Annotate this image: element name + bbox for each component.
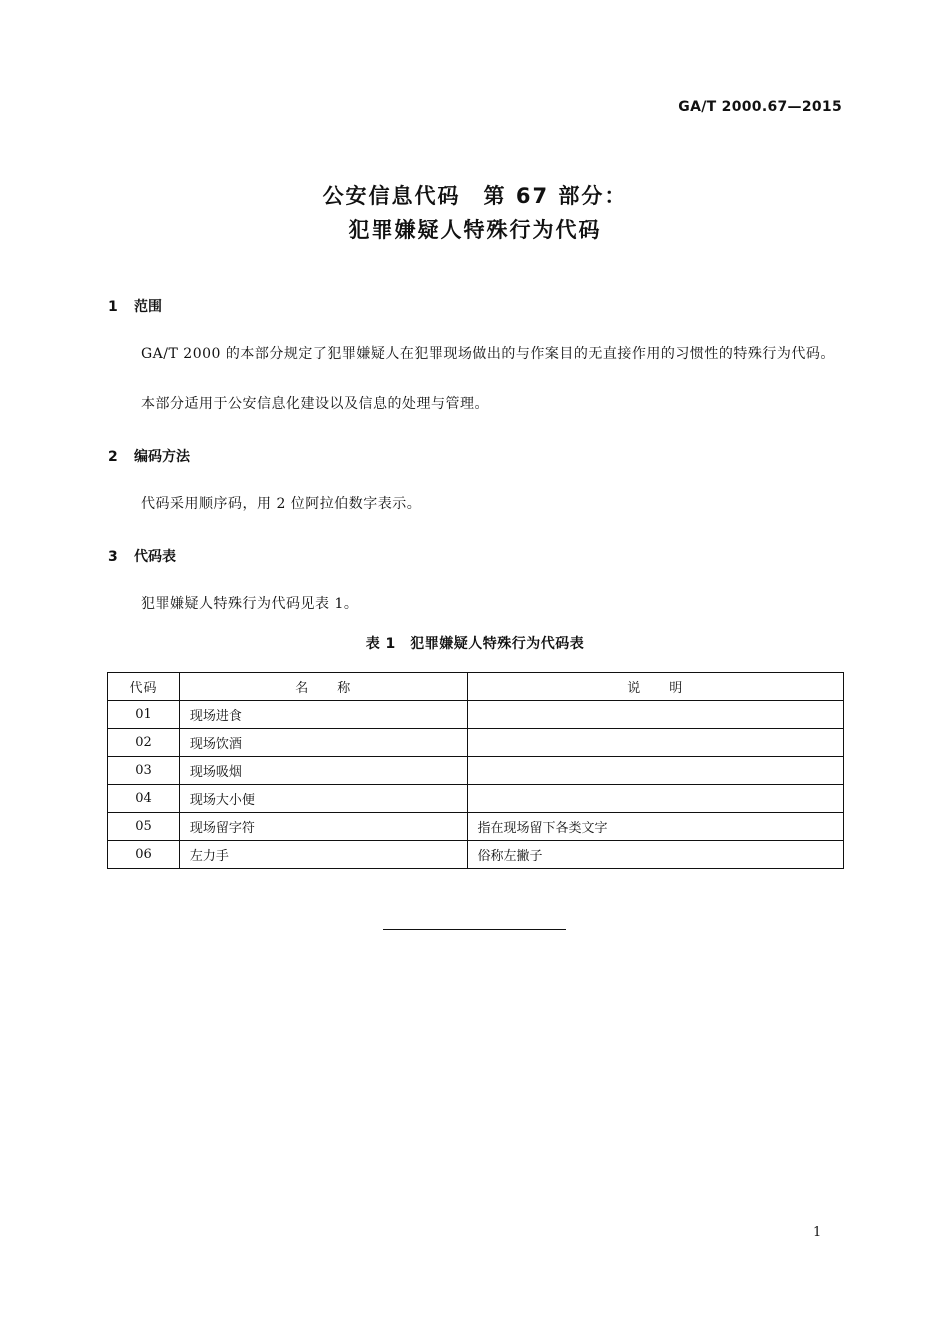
cell-name: 现场吸烟	[179, 757, 467, 785]
cell-code: 02	[108, 729, 180, 757]
section-title: 代码表	[134, 549, 176, 565]
standard-number: GA/T 2000.67—2015	[678, 99, 842, 115]
table-row	[108, 813, 844, 841]
cell-code: 03	[108, 757, 180, 785]
table-row	[108, 729, 844, 757]
cell-code: 05	[108, 813, 180, 841]
scope-paragraph-2: 本部分适用于公安信息化建设以及信息的处理与管理。	[141, 396, 489, 412]
cell-note: 指在现场留下各类文字	[467, 813, 843, 841]
table-header-row	[108, 673, 844, 701]
section-number: 1	[108, 299, 118, 315]
cell-note	[467, 785, 843, 813]
scope-paragraph-1: GA/T 2000 的本部分规定了犯罪嫌疑人在犯罪现场做出的与作案目的无直接作用的习惯性的特殊行为代码。	[141, 346, 835, 362]
section-heading-coding-method	[108, 446, 190, 466]
cell-name: 左力手	[179, 841, 467, 869]
cell-code: 01	[108, 701, 180, 729]
code-table	[107, 672, 844, 869]
coding-method-paragraph: 代码采用顺序码，用 2 位阿拉伯数字表示。	[141, 496, 422, 512]
cell-name: 现场大小便	[179, 785, 467, 813]
section-number: 2	[108, 449, 118, 465]
cell-code: 06	[108, 841, 180, 869]
cell-name: 现场饮酒	[179, 729, 467, 757]
page-number: 1	[813, 1225, 822, 1240]
column-header-note: 说 明	[467, 673, 843, 701]
end-rule	[383, 929, 566, 930]
document-title-line-1: 公安信息代码 第 67 部分：	[322, 184, 628, 208]
cell-note	[467, 757, 843, 785]
cell-name: 现场留字符	[179, 813, 467, 841]
section-heading-code-table	[108, 546, 176, 566]
cell-code: 04	[108, 785, 180, 813]
cell-note: 俗称左撇子	[467, 841, 843, 869]
column-header-code: 代码	[108, 673, 180, 701]
table-caption: 表 1 犯罪嫌疑人特殊行为代码表	[365, 636, 585, 652]
cell-note	[467, 729, 843, 757]
table-row	[108, 841, 844, 869]
table-row	[108, 757, 844, 785]
section-title: 编码方法	[134, 449, 190, 465]
table-row	[108, 701, 844, 729]
section-title: 范围	[134, 299, 162, 315]
cell-note	[467, 701, 843, 729]
document-title-line-2: 犯罪嫌疑人特殊行为代码	[348, 218, 602, 242]
cell-name: 现场进食	[179, 701, 467, 729]
table-row	[108, 785, 844, 813]
column-header-name: 名 称	[179, 673, 467, 701]
code-table-paragraph: 犯罪嫌疑人特殊行为代码见表 1。	[141, 596, 359, 612]
section-number: 3	[108, 549, 118, 565]
section-heading-scope	[108, 296, 162, 316]
